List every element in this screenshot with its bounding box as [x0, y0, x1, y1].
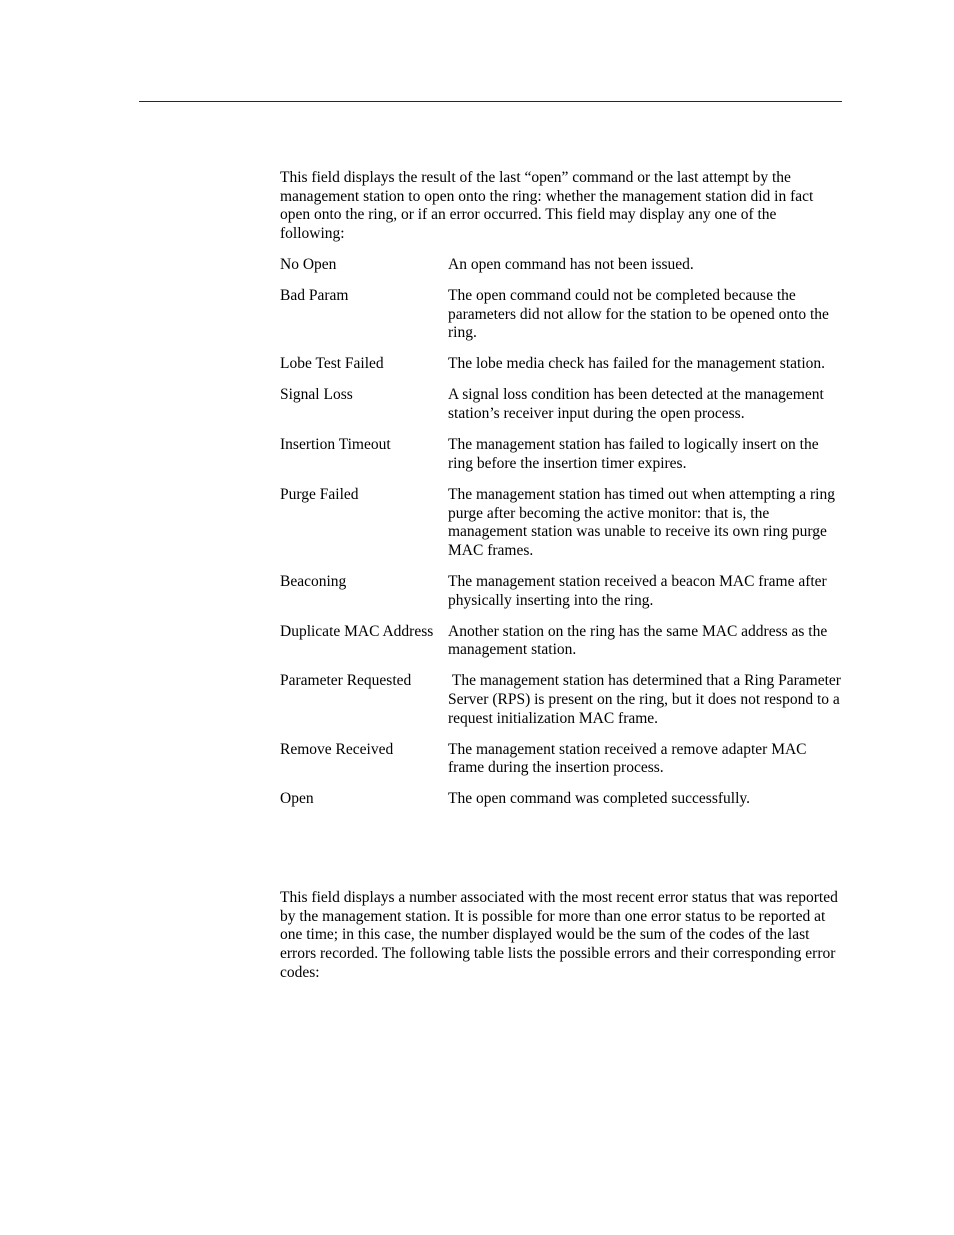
header-rule	[139, 101, 842, 102]
definition-description: The open command was completed successfully.	[448, 790, 751, 808]
definition-term: Purge Failed	[280, 485, 359, 503]
definition-term: Lobe Test Failed	[280, 355, 384, 373]
error-code-paragraph: This field displays a number associated with the most recent error status that was reported by the management station. It is possible for more than one error status to be reported at one time; in this case, the number displayed would be the sum of the codes of the last errors recorded. The following table lists the possible errors and their corresponding error codes:	[280, 889, 838, 981]
definition-term: Insertion Timeout	[280, 436, 391, 454]
definition-term: Bad Param	[280, 287, 349, 304]
definition-list	[280, 256, 845, 821]
definition-term: Signal Loss	[280, 386, 353, 404]
definition-term: No Open	[280, 256, 337, 273]
definition-description: The management station has timed out when attempting a ring purge after becoming the active monitor: that is, the management station was unable to receive its own ring purge MAC frames.	[448, 485, 839, 559]
definition-description: The management station received a beacon MAC frame after physically inserting into the ring.	[448, 572, 831, 609]
definition-row	[280, 741, 842, 778]
definition-term: Open	[280, 790, 314, 808]
definition-row	[280, 790, 842, 809]
definition-description: The management station has failed to logically insert on the ring before the insertion timer expires.	[448, 436, 823, 472]
definition-row	[280, 355, 842, 374]
definition-term: Duplicate MAC Address	[280, 622, 434, 640]
definition-term: Parameter Requested	[280, 672, 412, 690]
intro-paragraph: This field displays the result of the last “open” command or the last attempt by the management station to open onto the ring: whether the management station did in fact open onto the ring, or if an error occurred. This field may display any one of the following:	[280, 169, 814, 243]
definition-description: Another station on the ring has the same MAC address as the management station.	[448, 622, 832, 659]
definition-term: Beaconing	[280, 572, 347, 590]
definition-row	[280, 287, 842, 343]
definition-description: A signal loss condition has been detected at the management station’s receiver input during the open process.	[448, 386, 828, 423]
definition-row	[280, 486, 842, 561]
definition-row	[280, 436, 842, 473]
definition-row	[280, 386, 842, 423]
definition-term: Remove Received	[280, 740, 394, 758]
definition-description: The lobe media check has failed for the management station.	[448, 355, 826, 373]
definition-description: The management station received a remove adapter MAC frame during the insertion process.	[448, 740, 811, 777]
definition-description: The management station has determined that a Ring Parameter Server (RPS) is present on the ring, but it does not respond to a request initialization MAC frame.	[448, 672, 845, 727]
definition-row	[280, 672, 845, 728]
definition-row	[280, 623, 842, 660]
definition-row	[280, 573, 842, 610]
definition-description: An open command has not been issued.	[448, 256, 694, 273]
definition-description: The open command could not be completed because the parameters did not allow for the station to be opened onto the ring.	[448, 287, 833, 342]
definition-row	[280, 256, 842, 275]
